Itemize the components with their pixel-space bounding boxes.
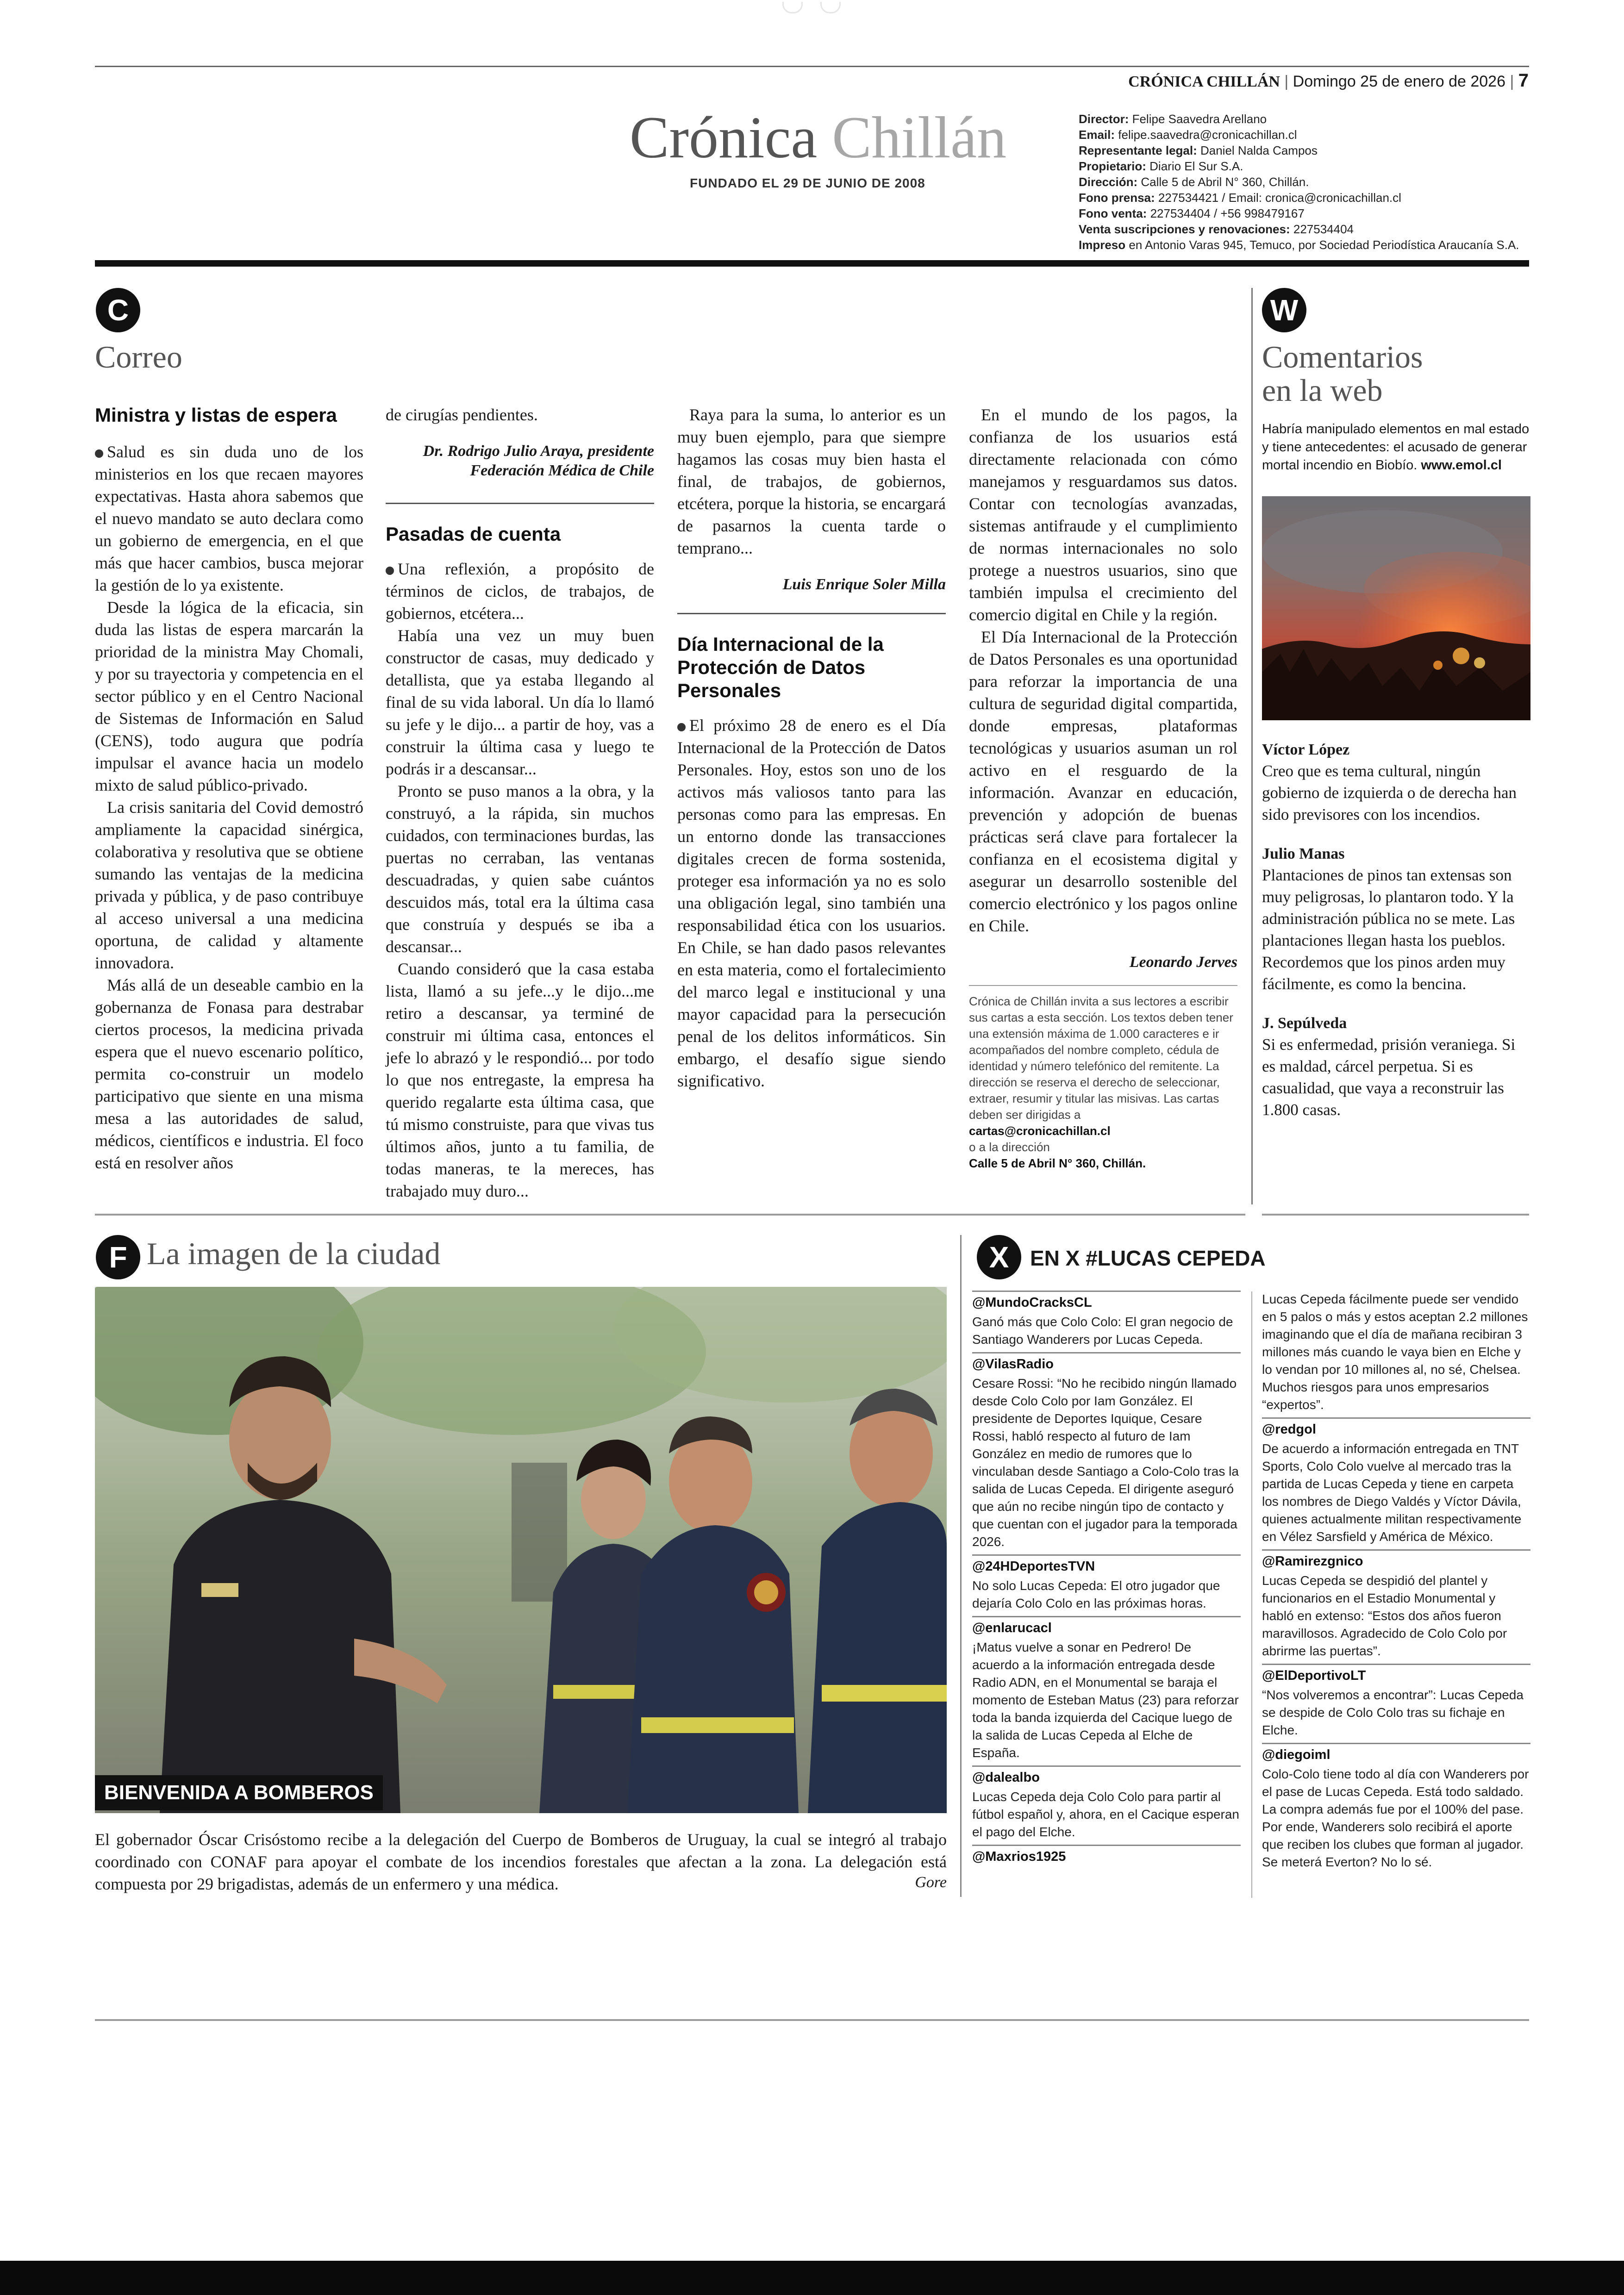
signature-pasadas: Luis Enrique Soler Milla <box>782 576 946 593</box>
city-image-section-title: La imagen de la ciudad <box>147 1236 441 1271</box>
x-column-2 <box>1262 1291 1530 1875</box>
notice-address: Calle 5 de Abril N° 360, Chillán. <box>969 1156 1146 1170</box>
bullet-dot-icon <box>95 449 103 458</box>
tweet-text: Lucas Cepeda fácilmente puede ser vendido en 5 palos o más y estos aceptan 2.2 millones imaginando que el día de mañana recibiran 3 millones más cuando le vaya bien en Elche y lo vendan por 10 millones al, no sé, Chelsea. Muchos riesgos para unos empresarios “expertos”. <box>1262 1292 1528 1412</box>
paragraph: Desde la lógica de la eficacia, sin duda las listas de espera marcarán la prioridad de la ministra May Chomali, y por su trayectoria y competencia en el sector público y en el Centro Nacional de Sistemas de Información en Salud (CENS), todo augura que podría impulsar el avance hacia un modelo mixto de salud público-privado. <box>95 598 363 794</box>
commenter-name: Víctor López <box>1262 741 1350 758</box>
bullet-dot-icon <box>386 567 394 575</box>
notice-email: cartas@cronicachillan.cl <box>969 1124 1111 1138</box>
firefighters-image <box>95 1287 947 1813</box>
x-column-divider <box>1251 1291 1252 1898</box>
x-badge: X <box>977 1235 1021 1279</box>
tweet-handle[interactable]: @Ramirezgnico <box>1262 1549 1530 1570</box>
article-title-datos: Día Internacional de la Protección de Datos Personales <box>677 633 884 701</box>
tweet-handle[interactable]: @ElDeportivoLT <box>1262 1664 1530 1684</box>
tweet-handle[interactable]: @Maxrios1925 <box>972 1845 1241 1865</box>
tweet-handle[interactable]: @dalealbo <box>972 1765 1241 1786</box>
staff-line: Impreso en Antonio Varas 945, Temuco, por Sociedad Periodística Araucanía S.A. <box>1079 238 1519 252</box>
paragraph: El próximo 28 de enero es el Día Internacional de la Protección de Datos Personales. Hoy, estos son uno de los activos más valiosos tanto para las personas como para las empresas. En un entorno donde las transacciones digitales crecen de forma sostenida, proteger esa información ya no es solo una obligación legal, sino también una responsabilidad ética con los usuarios. En Chile, se han dado pasos relevantes en esta materia, como el fortalecimiento del marco legal e institucional y una mayor capacidad para la persecución penal de los delitos informáticos. Sin embargo, el desafío sigue siendo significativo. <box>677 716 946 1090</box>
logo-word-cronica: Crónica <box>630 105 818 170</box>
article-body-ministra <box>95 441 363 1174</box>
signature-datos: Leonardo Jerves <box>1129 954 1237 971</box>
paragraph: La crisis sanitaria del Covid demostró ampliamente la capacidad sinérgica, colaborativa y resolutiva que se obtiene sumando las ventajas de la medicina privada y pública, y de paso contribuye al acceso universal a una medicina oportuna, de calidad y altamente innovadora. <box>95 798 363 972</box>
web-lead: Habría manipulado elementos en mal estado y tiene antecedentes: el acusado de generar mortal incendio en Biobío. www.emol.cl <box>1262 422 1530 473</box>
paragraph: Una reflexión, a propósito de términos de ciclos, de trabajos, de gobiernos, etcétera... <box>386 560 654 623</box>
correo-column-1 <box>95 404 363 1174</box>
commenter-name: J. Sepúlveda <box>1262 1015 1347 1032</box>
photo-caption: El gobernador Óscar Crisóstomo recibe a la delegación del Cuerpo de Bomberos de Uruguay, la cual se integró al trabajo coordinado con CONAF para apoyar el combate de los incendios forestales que afectan a la zona. La delegación está compuesta por 29 brigadistas, además de un enfermero y una médica. <box>95 1830 947 1893</box>
correo-column-3 <box>677 404 946 1092</box>
tweet-handle[interactable]: @enlarucacl <box>972 1616 1241 1637</box>
runner-date: Domingo 25 de enero de 2026 <box>1293 73 1506 90</box>
founded-line: FUNDADO EL 29 DE JUNIO DE 2008 <box>690 176 925 190</box>
photo-label: BIENVENIDA A BOMBEROS <box>95 1775 383 1810</box>
section-separator <box>1262 1214 1529 1216</box>
correo-section-title: Correo <box>95 339 182 374</box>
column-divider <box>1251 288 1253 1204</box>
paragraph: Más allá de un deseable cambio en la gobernanza de Fonasa para destrabar ciertos procesos, la medicina privada espera que el nuevo escenario político, permita co-construir un modelo participativo que siente en una misma mesa a las autoridades de salud, médicos, científicos e industria. El foco está en resolver años <box>95 976 363 1172</box>
tweet-text: “Nos volveremos a encontrar”: Lucas Cepeda se despide de Colo Colo tras su fichaje en Elche. <box>1262 1688 1524 1737</box>
staff-line: Director: Felipe Saavedra Arellano <box>1079 112 1267 126</box>
tweet-text: Lucas Cepeda deja Colo Colo para partir al fútbol español y, ahora, en el Cacique esperan el pago del Elche. <box>972 1790 1239 1839</box>
letters-notice: Crónica de Chillán invita a sus lectores a escribir sus cartas a esta sección. Los textos deben tener una extensión máxima de 1.000 caracteres e ir acompañados del nombre completo, cédula de identidad y número telefónico del remitente. La dirección se reserva el derecho de seleccionar, extraer, resumir y titular las misivas. Las cartas deben ser dirigidas a cartas@cronicachillan.cl o a la dirección Calle 5 de Abril N° 360, Chillán. <box>969 994 1233 1170</box>
web-comment <box>1262 844 1530 995</box>
column-divider <box>960 1235 962 1897</box>
web-badge: W <box>1262 288 1306 332</box>
web-section-title: Comentarios en la web <box>1262 339 1423 408</box>
commenter-name: Julio Manas <box>1262 845 1345 862</box>
paragraph: Pronto se puso manos a la obra, y la construyó, a la rápida, sin muchos cuidados, con terminaciones burdas, las puertas no cerraban, las ventanas descuadradas, y quien sabe cuántos descuidos más, total era la última casa que construía y después se iba a descansar... <box>386 782 654 956</box>
staff-line: Representante legal: Daniel Nalda Campos <box>1079 143 1318 157</box>
paragraph: de cirugías pendientes. <box>386 405 538 424</box>
page-number: 7 <box>1518 70 1529 91</box>
tweet-text: No solo Lucas Cepeda: El otro jugador que dejaría Colo Colo en las próximas horas. <box>972 1578 1220 1610</box>
photo-credit: Gore <box>915 1874 947 1891</box>
correo-badge: C <box>96 288 140 332</box>
comment-text: Plantaciones de pinos tan extensas son muy peligrosas, lo plantaron todo. Y la administración pública no se mete. Las plantaciones llegan hasta los pueblos. Recordemos que los pinos arden muy fácilmente, es como la bencina. <box>1262 866 1515 993</box>
tweet-text: ¡Matus vuelve a sonar en Pedrero! De acuerdo a la información entregada desde Radio ADN, en el Monumental se baraja el momento de Esteban Matus (23) para reforzar toda la banda izquierda del Cacique luego de la salida de Lucas Cepeda al Elche de España. <box>972 1640 1239 1760</box>
article-body-pasadas <box>386 558 654 1202</box>
wildfire-image <box>1262 496 1530 720</box>
signature-ministra: Dr. Rodrigo Julio Araya, presidente Federación Médica de Chile <box>423 443 654 479</box>
article-title-pasadas: Pasadas de cuenta <box>386 523 561 545</box>
article-title-ministra: Ministra y listas de espera <box>95 404 337 426</box>
web-comment <box>1262 740 1530 825</box>
article-body-datos <box>677 714 946 1092</box>
paragraph: Cuando consideró que la casa estaba lista, llamó a su jefe...y le dijo...me retiro a descansar, ya terminé de construir mi última casa, entonces el jefe lo abrazó y le respondió... por todo lo que nos entregaste, la empresa ha querido regalarte esta última casa, que tú mismo construiste, para que vivas tus últimos años, junto a tu familia, de todas maneras, te la mereces, has trabajado muy duro... <box>386 960 654 1200</box>
web-comments-list <box>1262 740 1530 1139</box>
footer-bar <box>0 2261 1624 2295</box>
paragraph: El Día Internacional de la Protección de Datos Personales es una oportunidad para reforzar la importancia de una cultura de seguridad digital compartida, donde empresas, plataformas tecnológicas y usuarios asuman un rol activo en el resguardo de la información. Avanzar en educación, prevención y adopción de buenas prácticas será clave para fortalecer la confianza en el ecosistema digital y asegurar un desarrollo sostenible del comercio electrónico y los pagos online en Chile. <box>969 628 1237 935</box>
header-thick-rule <box>95 260 1529 267</box>
staff-box <box>1079 111 1523 253</box>
correo-column-4 <box>969 404 1237 1172</box>
bottom-separator <box>95 2019 1529 2021</box>
tweet-text: Lucas Cepeda se despidió del plantel y funcionarios en el Estadio Monumental y habló en extenso: “Estos dos años fueron maravillosos. Agradecido de Colo Colo por abrirme las puertas”. <box>1262 1573 1507 1658</box>
staff-line: Fono venta: 227534404 / +56 998479167 <box>1079 206 1305 220</box>
tweet-text: Ganó más que Colo Colo: El gran negocio de Santiago Wanderers por Lucas Cepeda. <box>972 1315 1233 1347</box>
x-section-title: EN X #LUCAS CEPEDA <box>1030 1246 1266 1270</box>
paragraph: Había una vez un muy buen constructor de casas, muy dedicado y detallista, que ya estaba llegando al final de su vida laboral. Un día lo llamó su jefe y le dijo... a partir de hoy, vas a construir la última casa y luego te podrás ir a descansar... <box>386 626 654 778</box>
city-photo <box>95 1287 947 1813</box>
tweet-text: Colo-Colo tiene todo al día con Wanderers por el pase de Lucas Cepeda. Está todo saldado. La compra además fue por el 100% del pase. Por ende, Wanderers solo recibirá el aporte que reciben los clubes que forman al jugador. Se meterá Everton? No lo sé. <box>1262 1767 1529 1869</box>
staff-line: Venta suscripciones y renovaciones: 227534404 <box>1079 222 1354 236</box>
paragraph: Raya para la suma, lo anterior es un muy buen ejemplo, para que siempre hagamos las cosas muy bien hasta el final, de trabajos, de gobiernos, etcétera, porque la historia, se encargará de pasarnos la cuenta tarde o temprano... <box>677 405 946 557</box>
article-body-pasadas-cont <box>677 404 946 559</box>
article-divider <box>386 503 654 504</box>
staff-line: Propietario: Diario El Sur S.A. <box>1079 159 1243 173</box>
notice-divider <box>969 985 1237 986</box>
x-column-1 <box>972 1291 1241 1865</box>
paragraph: En el mundo de los pagos, la confianza de los usuarios está directamente relacionada con cómo manejamos y resguardamos sus datos. Contar con tecnologías avanzadas, sistemas antifraude y el cumplimiento de normas internacionales no solo protege a nuestros usuarios, sino que también impulsa el crecimiento del comercio digital en Chile y la región. <box>969 405 1237 624</box>
paragraph: Salud es sin duda uno de los ministerios en los que recaen mayores expectativas. Hasta ahora sabemos que el nuevo mandato se auto declara como un gobierno de emergencia, en el que más que hacer cambios, busca mejorar la gestión de lo ya existente. <box>95 443 363 594</box>
tweet-handle[interactable]: @24HDeportesTVN <box>972 1554 1241 1575</box>
comment-text: Si es enfermedad, prisión veraniega. Si es maldad, cárcel perpetua. Si es casualidad, que vaya a reconstruir las 1.800 casas. <box>1262 1035 1516 1119</box>
article-divider <box>677 613 946 614</box>
runner-publication: CRÓNICA CHILLÁN <box>1128 73 1280 90</box>
tweet-handle[interactable]: @redgol <box>1262 1417 1530 1438</box>
tweet-handle[interactable]: @MundoCracksCL <box>972 1291 1241 1311</box>
page-runner: CRÓNICA CHILLÁN | Domingo 25 de enero de 2026 | 7 <box>1128 70 1529 91</box>
top-dot-right <box>820 2 841 13</box>
tweet-text: De acuerdo a información entregada en TNT Sports, Colo Colo vuelve al mercado tras la partida de Lucas Cepeda y tiene en carpeta los nombres de Diego Valdés y Víctor Dávila, quienes actualmente militan respectivamente en Vélez Sarsfield y América de México. <box>1262 1441 1522 1544</box>
article-body-ministra-cont <box>386 404 654 426</box>
header-top-rule <box>95 66 1529 67</box>
web-comment <box>1262 1013 1530 1121</box>
article-body-datos-cont <box>969 404 1237 937</box>
logo-word-chillan: Chillán <box>832 105 1007 170</box>
staff-line: Email: felipe.saavedra@cronicachillan.cl <box>1079 128 1297 142</box>
city-image-badge: F <box>96 1235 140 1279</box>
tweet-text: Cesare Rossi: “No he recibido ningún llamado desde Colo Colo por Iam González. El presidente de Deportes Iquique, Cesare Rossi, habló respecto al futuro de Iam González en medio de rumores que lo vinculaban desde Santiago a Colo-Colo tras la salida de Lucas Cepeda. El dirigente aseguró que aún no recibe ningún tipo de contacto y que cuentan con el jugador para la temporada 2026. <box>972 1376 1239 1549</box>
bullet-dot-icon <box>677 723 686 731</box>
web-lead-source: www.emol.cl <box>1421 458 1502 473</box>
staff-line: Dirección: Calle 5 de Abril N° 360, Chillán. <box>1079 175 1309 189</box>
staff-line: Fono prensa: 227534421 / Email: cronica@cronicachillan.cl <box>1079 191 1401 205</box>
tweet-handle[interactable]: @VilasRadio <box>972 1352 1241 1373</box>
top-dot-left <box>782 2 803 13</box>
section-separator <box>95 1214 1245 1216</box>
correo-column-2 <box>386 404 654 1202</box>
tweet-handle[interactable]: @diegoiml <box>1262 1743 1530 1764</box>
comment-text: Creo que es tema cultural, ningún gobierno de izquierda o de derecha han sido previsores con los incendios. <box>1262 762 1517 823</box>
masthead-logo <box>630 107 1006 168</box>
wildfire-photo <box>1262 496 1530 720</box>
